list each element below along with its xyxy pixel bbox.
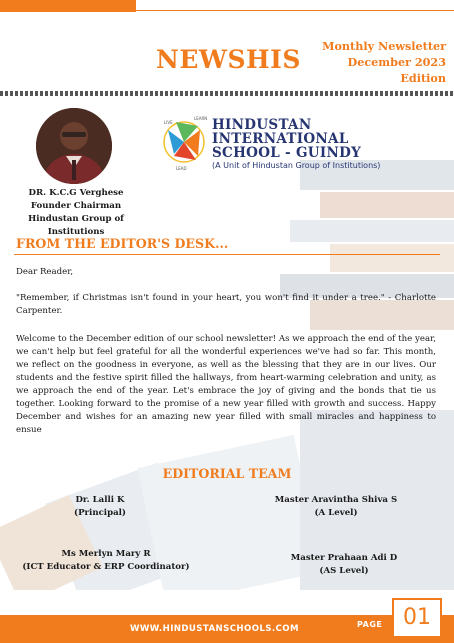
team-member-role: (ICT Educator & ERP Coordinator) — [22, 562, 190, 572]
header-divider — [0, 91, 454, 96]
edition-line-3: Edition — [400, 71, 446, 85]
logo-line-2: INTERNATIONAL — [212, 131, 349, 147]
founder-photo — [36, 108, 112, 184]
team-member-name: Master Prahaan Adi D — [290, 553, 398, 563]
newsletter-title: NEWSHIS — [156, 45, 301, 74]
team-member-role: (A Level) — [314, 508, 358, 518]
founder-org: Hindustan Group of Institutions — [28, 214, 124, 237]
school-logo-text — [212, 119, 380, 170]
team-member-name: Ms Merlyn Mary R — [61, 549, 151, 559]
edition-info — [306, 38, 446, 86]
logo-word-live: LIVE — [164, 120, 173, 125]
founder-name: DR. K.C.G Verghese — [28, 188, 124, 198]
top-accent-bar — [0, 0, 136, 12]
founder-caption — [0, 187, 152, 239]
logo-line-4: (A Unit of Hindustan Group of Institutions) — [212, 161, 381, 170]
top-accent-line — [136, 10, 454, 11]
logo-line-3: SCHOOL - GUINDY — [212, 145, 362, 161]
page-number: 01 — [392, 598, 442, 638]
team-member-role: (AS Level) — [319, 566, 369, 576]
team-member-name: Master Aravintha Shiva S — [274, 495, 398, 505]
editorial-team-heading: EDITORIAL TEAM — [162, 466, 292, 481]
editor-heading: FROM THE EDITOR'S DESK... — [16, 236, 229, 251]
page-label: PAGE — [357, 620, 383, 629]
logo-word-lead: LEAD — [176, 166, 187, 171]
team-member — [256, 494, 416, 520]
founder-role: Founder Chairman — [30, 201, 122, 211]
school-logo-mark-icon — [158, 112, 210, 172]
team-member — [264, 552, 424, 578]
website-link[interactable]: WWW.HINDUSTANSCHOOLS.COM — [130, 624, 299, 634]
team-member — [8, 548, 204, 574]
team-member-role: (Principal) — [74, 508, 126, 518]
editor-quote: "Remember, if Christmas isn't found in your heart, you won't find it under a tree." - Charlotte Carpenter. — [16, 293, 436, 316]
editor-heading-rule — [14, 254, 440, 255]
edition-line-1: Monthly Newsletter — [322, 39, 446, 53]
logo-line-1: HINDUSTAN — [212, 117, 312, 133]
editor-greeting: Dear Reader, — [16, 267, 74, 277]
school-logo — [158, 112, 382, 172]
edition-line-2: December 2023 — [347, 55, 446, 69]
team-member-name: Dr. Lalli K — [75, 495, 125, 505]
team-member — [40, 494, 160, 520]
logo-word-learn: LEARN — [194, 116, 208, 121]
editor-body: Welcome to the December edition of our school newsletter! As we approach the end of the year, we can't help but feel grateful for all the wonderful experiences we've had so far. This month, we reflect on the goodness in everyone, as well as the blessing that they are in our lives. Our students and the festive spirit filled the hallways, from heart-warming celebration and unity, as we approach the end of the year. Let's embrace the joy of giving and the bonds that tie us together. Looking forward to the promise of a new year filled with growth and success. Happy December and wishes for an amazing new year filled with small miracles and happiness to ensue — [16, 334, 436, 435]
